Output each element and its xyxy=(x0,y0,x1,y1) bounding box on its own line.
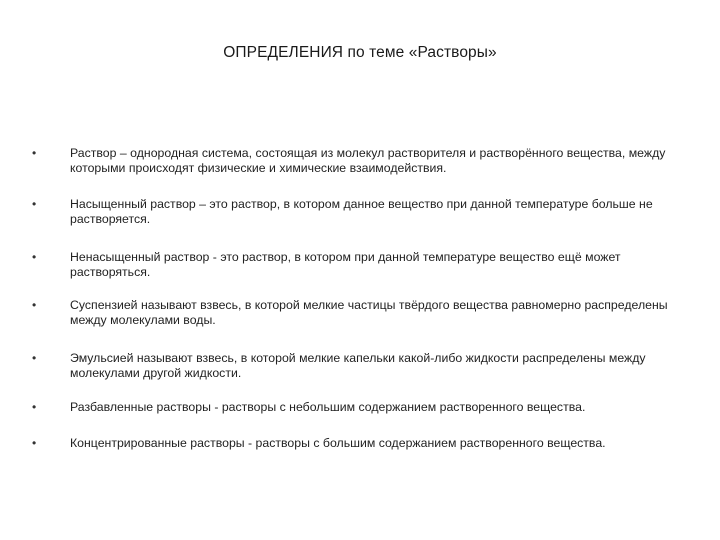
definition-text: Насыщенный раствор – это раствор, в котором данное вещество при данной температуре больше не растворяется. xyxy=(70,197,653,226)
definition-item xyxy=(32,146,692,176)
slide-title: ОПРЕДЕЛЕНИЯ по теме «Растворы» xyxy=(223,44,497,61)
definition-text: Ненасыщенный раствор - это раствор, в котором при данной температуре вещество ещё может растворяться. xyxy=(70,250,621,279)
bullet-icon: • xyxy=(32,400,37,414)
definition-item xyxy=(32,400,692,415)
definition-text: Разбавленные растворы - растворы с небольшим содержанием растворенного вещества. xyxy=(70,400,586,414)
bullet-icon: • xyxy=(32,436,37,450)
definition-text: Суспензией называют взвесь, в которой мелкие частицы твёрдого вещества равномерно распределены между молекулами воды. xyxy=(70,298,668,327)
bullet-icon: • xyxy=(32,197,37,211)
bullet-icon: • xyxy=(32,351,37,365)
definition-item xyxy=(32,351,692,381)
definition-item xyxy=(32,436,692,451)
bullet-icon: • xyxy=(32,250,37,264)
bullet-icon: • xyxy=(32,146,37,160)
definition-item xyxy=(32,250,692,280)
definition-item xyxy=(32,298,692,328)
bullet-icon: • xyxy=(32,298,37,312)
definition-item xyxy=(32,197,692,227)
definition-text: Концентрированные растворы - растворы с большим содержанием растворенного вещества. xyxy=(70,436,606,450)
definition-text: Эмульсией называют взвесь, в которой мелкие капельки какой-либо жидкости распределены между молекулами другой жидкости. xyxy=(70,351,646,380)
definition-text: Раствор – однородная система, состоящая из молекул растворителя и растворённого вещества, между которыми происходят физические и химические взаимодействия. xyxy=(70,146,666,175)
